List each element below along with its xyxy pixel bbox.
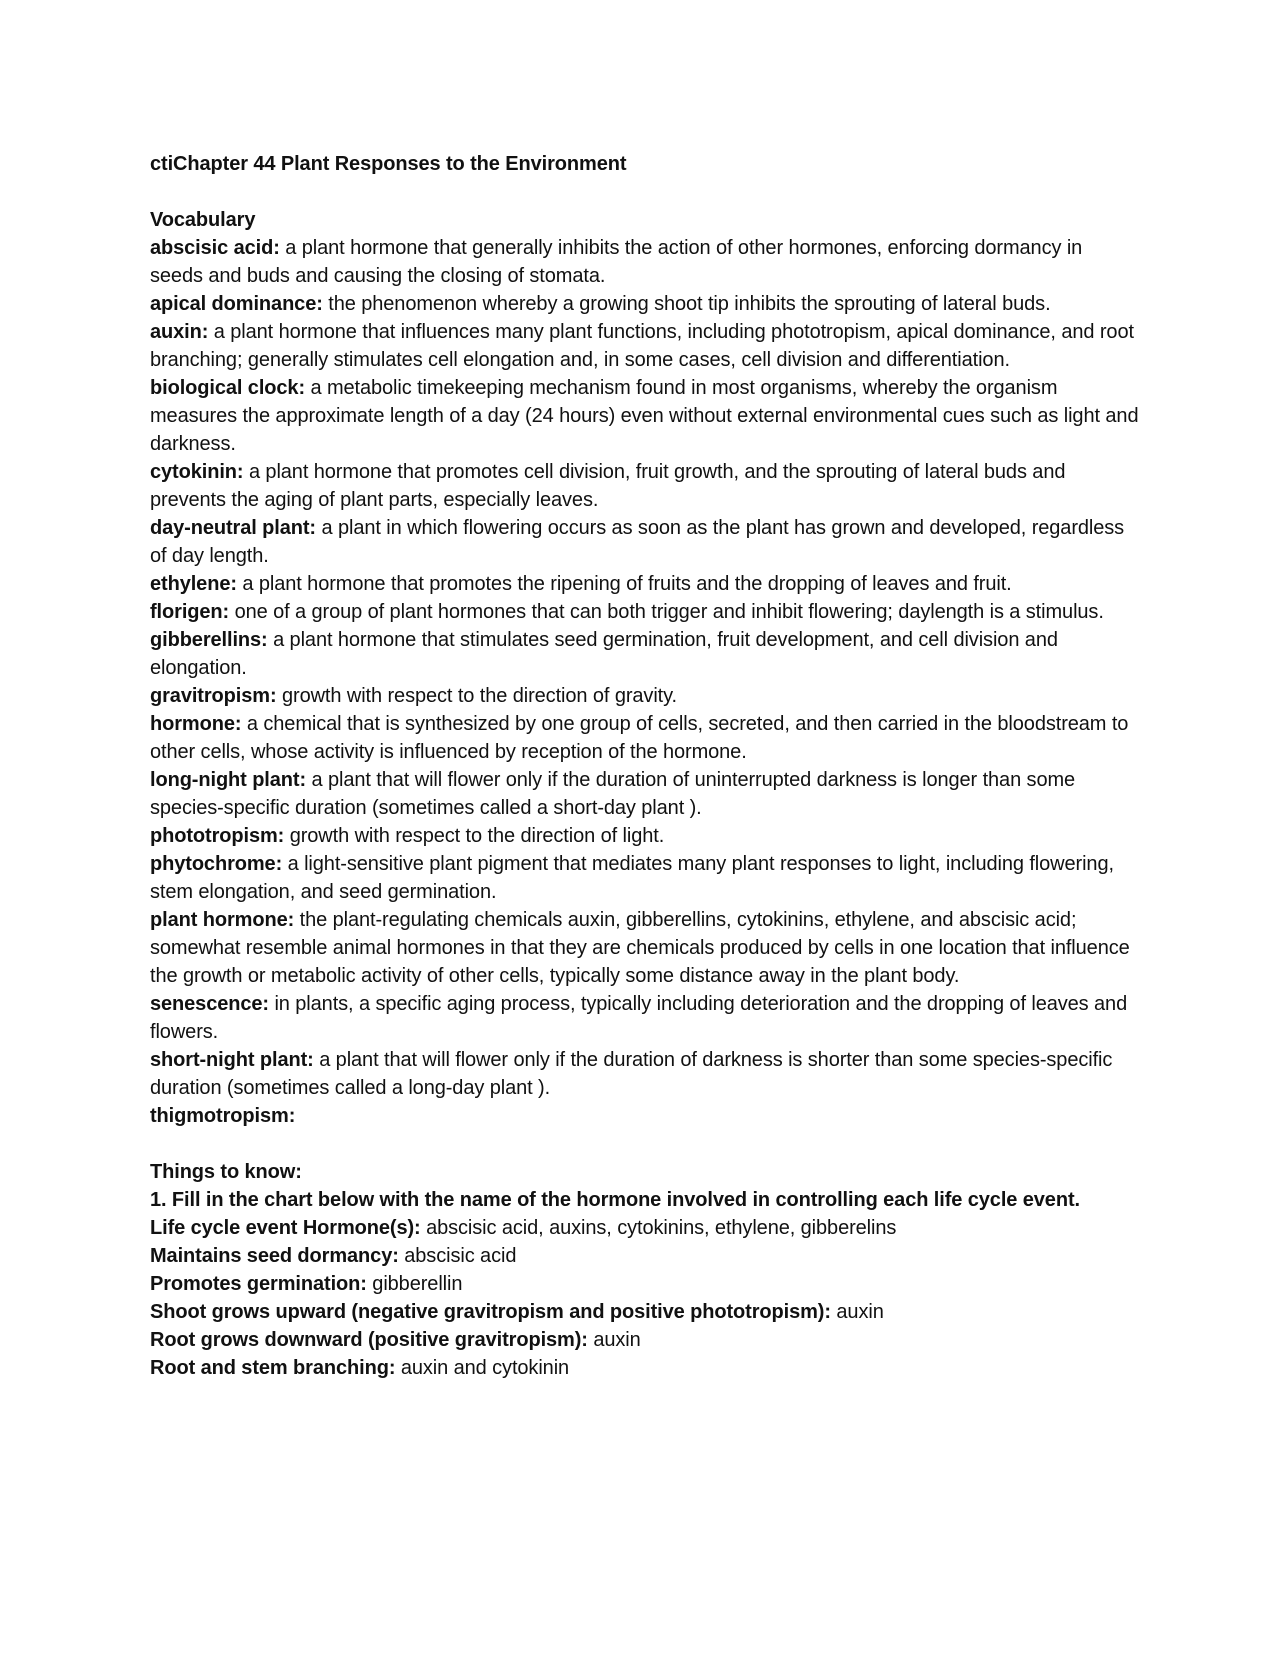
vocab-term: short-night plant: — [150, 1049, 314, 1071]
vocab-definition: the phenomenon whereby a growing shoot tip inhibits the sprouting of lateral buds. — [328, 293, 1051, 315]
chart-row-value: auxin — [836, 1301, 884, 1323]
vocab-term: gibberellins: — [150, 629, 268, 651]
vocab-entry-thigmotropism — [150, 1102, 1140, 1130]
chart-row-value: abscisic acid — [404, 1245, 517, 1267]
vocab-entry-phytochrome — [150, 850, 1140, 906]
chart-row-label: Promotes germination: — [150, 1273, 367, 1295]
vocab-definition: a plant in which flowering occurs as soon as the plant has grown and developed, regardless of day length. — [150, 517, 1125, 567]
vocab-definition: a plant hormone that generally inhibits the action of other hormones, enforcing dormancy in seeds and buds and causing the closing of stomata. — [150, 237, 1083, 287]
vocab-definition: a light-sensitive plant pigment that mediates many plant responses to light, including flowering, stem elongation, and seed germination. — [150, 853, 1114, 903]
vocab-definition: a plant hormone that promotes cell division, fruit growth, and the sprouting of lateral buds and prevents the aging of plant parts, especially leaves. — [150, 461, 1066, 511]
vocab-definition: a metabolic timekeeping mechanism found in most organisms, whereby the organism measures the approximate length of a day (24 hours) even without external environmental cues such as light and darkness. — [150, 377, 1139, 455]
chart-row-label: Root and stem branching: — [150, 1357, 396, 1379]
things-to-know-heading: Things to know: — [150, 1161, 302, 1183]
vocab-entry-florigen — [150, 598, 1140, 626]
vocab-definition: a plant hormone that influences many plant functions, including phototropism, apical dominance, and root branching; generally stimulates cell elongation and, in some cases, cell division and differentiation. — [150, 321, 1134, 371]
vocab-term: phototropism: — [150, 825, 285, 847]
spacer — [150, 1130, 1140, 1158]
vocab-entry-plant-hormone — [150, 906, 1140, 990]
vocab-definition: a plant hormone that promotes the ripening of fruits and the dropping of leaves and fruit. — [242, 573, 1012, 595]
vocab-definition: one of a group of plant hormones that can both trigger and inhibit flowering; daylength is a stimulus. — [234, 601, 1104, 623]
vocab-term: ethylene: — [150, 573, 237, 595]
vocab-entry-abscisic-acid — [150, 234, 1140, 290]
vocab-entry-apical-dominance — [150, 290, 1140, 318]
vocab-term: phytochrome: — [150, 853, 283, 875]
vocabulary-list — [150, 234, 1140, 1130]
chart-row — [150, 1242, 1140, 1270]
question-1: 1. Fill in the chart below with the name of the hormone involved in controlling each life cycle event. — [150, 1189, 1080, 1211]
vocab-definition: a plant that will flower only if the duration of uninterrupted darkness is longer than some species-specific duration (sometimes called a short-day plant ). — [150, 769, 1076, 819]
chart-row-label: Root grows downward (positive gravitropism): — [150, 1329, 588, 1351]
vocab-definition: a plant hormone that stimulates seed germination, fruit development, and cell division and elongation. — [150, 629, 1058, 679]
chart-row — [150, 1354, 1140, 1382]
vocab-term: thigmotropism: — [150, 1105, 296, 1127]
vocab-term: hormone: — [150, 713, 242, 735]
vocab-definition: a plant that will flower only if the duration of darkness is shorter than some species-specific duration (sometimes called a long-day plant ). — [150, 1049, 1113, 1099]
vocab-entry-ethylene — [150, 570, 1140, 598]
chart-row — [150, 1298, 1140, 1326]
chart-row-value: gibberellin — [372, 1273, 463, 1295]
vocab-definition: growth with respect to the direction of gravity. — [281, 685, 677, 707]
vocab-entry-senescence — [150, 990, 1140, 1046]
chart-row-label: Life cycle event Hormone(s): — [150, 1217, 421, 1239]
hormone-chart — [150, 1214, 1140, 1382]
chart-row-label: Shoot grows upward (negative gravitropism and positive phototropism): — [150, 1301, 831, 1323]
document-title: ctiChapter 44 Plant Responses to the Environment — [150, 153, 627, 175]
vocabulary-heading: Vocabulary — [150, 209, 256, 231]
vocab-term: biological clock: — [150, 377, 305, 399]
chart-row — [150, 1270, 1140, 1298]
vocab-definition: growth with respect to the direction of light. — [289, 825, 665, 847]
vocab-term: senescence: — [150, 993, 269, 1015]
vocab-entry-gravitropism — [150, 682, 1140, 710]
vocab-entry-long-night-plant — [150, 766, 1140, 822]
chart-row-value: abscisic acid, auxins, cytokinins, ethylene, gibberelins — [426, 1217, 897, 1239]
vocab-entry-hormone — [150, 710, 1140, 766]
vocab-term: abscisic acid: — [150, 237, 280, 259]
spacer — [150, 178, 1140, 206]
vocab-entry-day-neutral-plant — [150, 514, 1140, 570]
chart-row — [150, 1214, 1140, 1242]
vocab-entry-gibberellins — [150, 626, 1140, 682]
vocab-term: day-neutral plant: — [150, 517, 316, 539]
vocab-term: long-night plant: — [150, 769, 307, 791]
chart-row-value: auxin — [593, 1329, 641, 1351]
vocab-term: cytokinin: — [150, 461, 244, 483]
vocab-term: florigen: — [150, 601, 230, 623]
chart-row-value: auxin and cytokinin — [400, 1357, 570, 1379]
chart-row — [150, 1326, 1140, 1354]
vocab-term: apical dominance: — [150, 293, 323, 315]
vocab-entry-biological-clock — [150, 374, 1140, 458]
vocab-definition: a chemical that is synthesized by one group of cells, secreted, and then carried in the bloodstream to other cells, whose activity is influenced by reception of the hormone. — [150, 713, 1129, 763]
vocab-entry-short-night-plant — [150, 1046, 1140, 1102]
vocab-entry-auxin — [150, 318, 1140, 374]
vocab-term: plant hormone: — [150, 909, 295, 931]
chart-row-label: Maintains seed dormancy: — [150, 1245, 399, 1267]
document-page — [150, 150, 1140, 1382]
vocab-entry-phototropism — [150, 822, 1140, 850]
vocab-term: auxin: — [150, 321, 209, 343]
vocab-term: gravitropism: — [150, 685, 277, 707]
vocab-definition: the plant-regulating chemicals auxin, gibberellins, cytokinins, ethylene, and abscisic acid; somewhat resemble animal hormones in that they are chemicals produced by cells in one location that influence the growth or metabolic activity of other cells, typically some distance away in the plant body. — [150, 909, 1130, 987]
vocab-entry-cytokinin — [150, 458, 1140, 514]
vocab-definition: in plants, a specific aging process, typically including deterioration and the dropping of leaves and flowers. — [150, 993, 1128, 1043]
